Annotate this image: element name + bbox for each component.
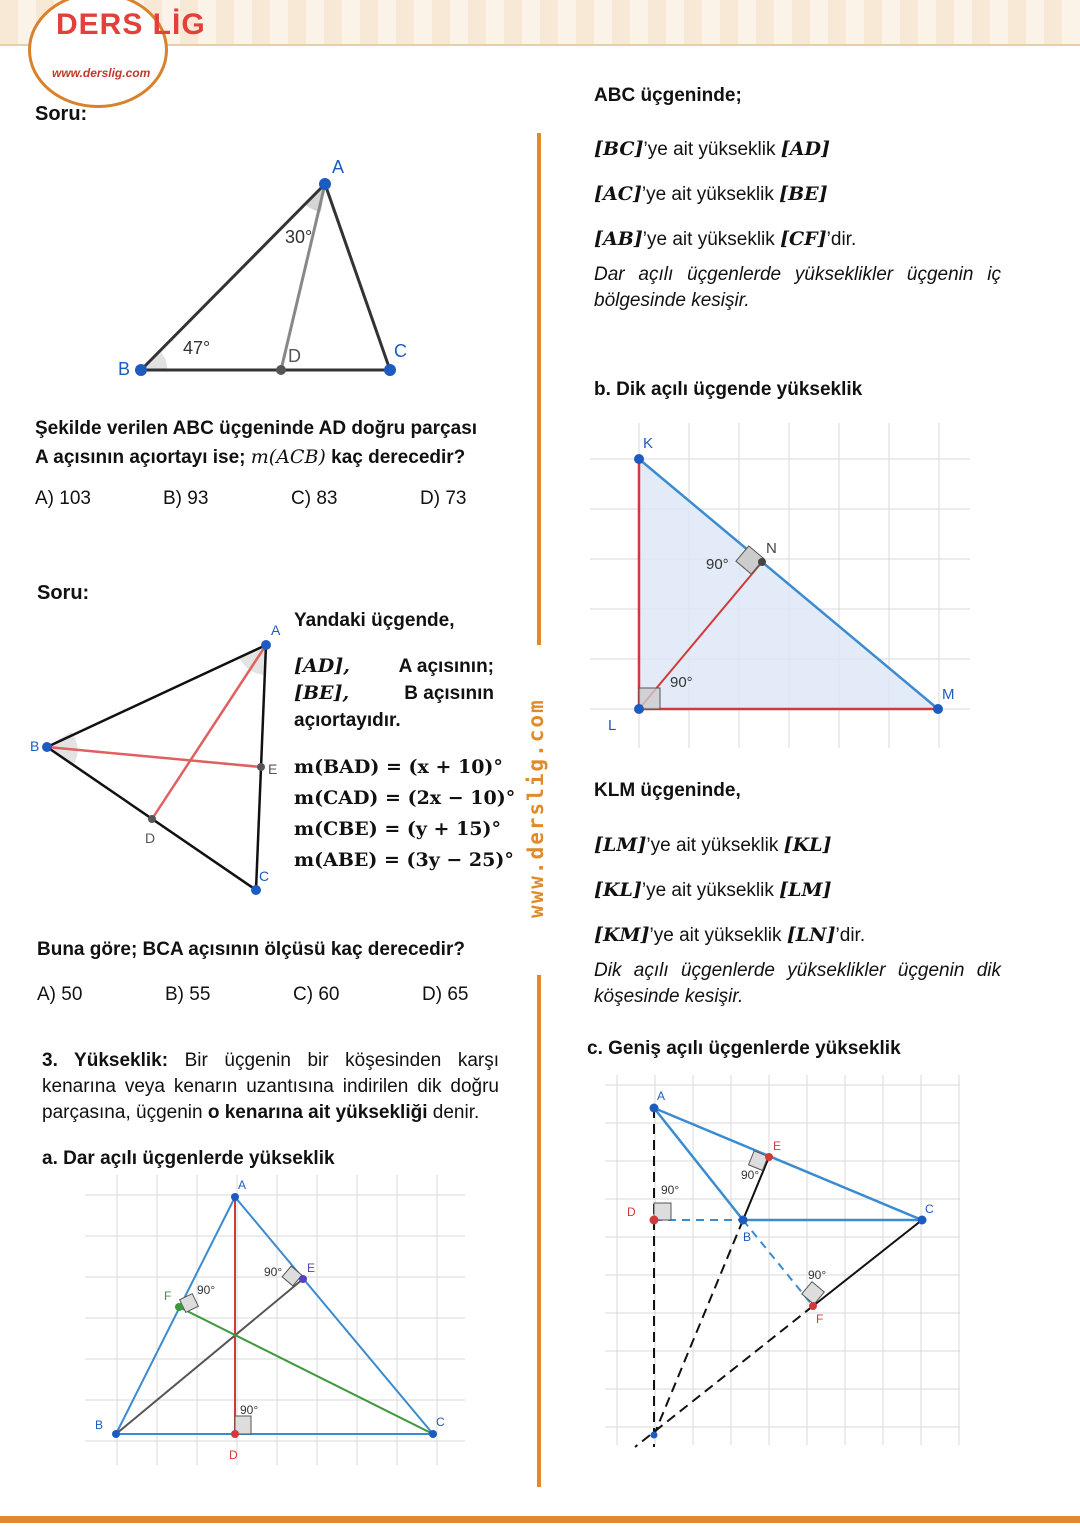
q1-angle-a-value: 30° xyxy=(285,227,313,247)
fig-b-point-n xyxy=(758,558,766,566)
q2-line2 xyxy=(294,680,494,707)
q2-line1-math: [AD], xyxy=(294,655,350,677)
klm-line-3-text: ’ye ait yükseklik xyxy=(649,925,787,946)
q2-option-c[interactable]: C) 60 xyxy=(293,984,340,1005)
fig-c-side-ac xyxy=(654,1108,922,1220)
q2-label-b: B xyxy=(30,738,40,754)
fig-c-label-a: A xyxy=(657,1089,666,1103)
fig-a-side-ac xyxy=(235,1197,433,1434)
q2-option-b[interactable]: B) 55 xyxy=(165,984,211,1005)
fig-b-point-k xyxy=(634,454,644,464)
klm-title: KLM üçgeninde, xyxy=(594,780,741,801)
q1-side-ac xyxy=(325,184,390,370)
abc-line-3-end: ’dir. xyxy=(826,229,857,250)
abc-line-2-text: ’ye ait yükseklik xyxy=(641,184,780,205)
abc-line-2-altitude: [BE] xyxy=(779,183,828,205)
q2-equations xyxy=(294,752,515,876)
logo-url: www.derslig.com xyxy=(52,66,151,80)
q1-label-a: A xyxy=(332,157,345,177)
klm-line-3 xyxy=(594,913,865,958)
fig-c-label-f: F xyxy=(816,1312,824,1326)
fig-b-label-n: N xyxy=(766,540,777,557)
fig-c-label-b: B xyxy=(743,1230,752,1244)
fig-c-label-e: E xyxy=(773,1139,782,1153)
fig-c-point-d xyxy=(650,1216,659,1225)
fig-c-point-e xyxy=(765,1153,773,1161)
fig-c-point-f xyxy=(809,1302,817,1310)
q1-label-c: C xyxy=(394,341,407,361)
abc-line-2 xyxy=(594,172,856,217)
fig-b-label-k: K xyxy=(643,435,654,452)
q2-point-c xyxy=(251,885,261,895)
q1-point-b xyxy=(135,364,147,376)
q2-eq3: m(CBE) = (y + 15)° xyxy=(294,818,502,840)
fig-a-angle-e: 90° xyxy=(264,1265,283,1279)
section3-heading: 3. Yükseklik: xyxy=(42,1050,169,1071)
q2-triangle-figure xyxy=(25,620,295,905)
q2-line3: açıortayıdır. xyxy=(294,710,401,731)
abc-line-3-text: ’ye ait yükseklik xyxy=(642,229,781,250)
sub-c-heading: c. Geniş açılı üçgenlerde yükseklik xyxy=(587,1038,901,1059)
q1-side-ab xyxy=(141,184,325,370)
q1-point-a xyxy=(319,178,331,190)
fig-c-angle-d: 90° xyxy=(661,1183,680,1197)
logo-text: DERS LİG xyxy=(56,8,206,41)
fig-c-label-d: D xyxy=(627,1205,636,1219)
q1-question-math: m(ACB) xyxy=(250,446,326,468)
klm-line-1 xyxy=(594,823,865,868)
q2-bisector-statement xyxy=(294,653,494,734)
q1-option-d[interactable]: D) 73 xyxy=(420,488,467,509)
klm-line-3-end: ’dir. xyxy=(835,925,866,946)
fig-c-grid xyxy=(605,1075,960,1445)
klm-line-3-side: [KM] xyxy=(594,924,650,946)
sub-a-heading: a. Dar açılı üçgenlerde yükseklik xyxy=(42,1148,335,1169)
column-divider-top xyxy=(537,133,541,645)
klm-line-2-altitude: [LM] xyxy=(779,879,832,901)
klm-line-1-side: [LM] xyxy=(594,834,647,856)
bottom-rule xyxy=(0,1516,1080,1523)
q1-question-line2-post: kaç derecedir? xyxy=(325,447,466,468)
klm-line-3-altitude: [LN] xyxy=(786,924,836,946)
klm-note: Dik açılı üçgenlerde yükseklikler üçgenin dik köşesinde kesişir. xyxy=(594,960,1001,1007)
fig-c-angle-e: 90° xyxy=(741,1168,760,1182)
q1-triangle-figure xyxy=(100,150,430,390)
fig-c-altitude-be-extension xyxy=(654,1220,743,1435)
fig-a-altitude-be xyxy=(116,1279,303,1434)
q2-line2-math: [BE], xyxy=(294,682,350,704)
q2-question: Buna göre; BCA açısının ölçüsü kaç derecedir? xyxy=(37,939,465,960)
column-divider-bottom xyxy=(537,975,541,1487)
section3-definition xyxy=(42,1048,499,1126)
q2-eq1: m(BAD) = (x + 10)° xyxy=(294,756,503,778)
q2-option-a[interactable]: A) 50 xyxy=(37,984,83,1005)
abc-line-3-altitude: [CF] xyxy=(780,228,827,250)
q2-point-d xyxy=(148,815,156,823)
klm-altitude-list xyxy=(594,823,865,958)
q2-option-d[interactable]: D) 65 xyxy=(422,984,469,1005)
abc-altitude-list xyxy=(594,127,856,262)
section3-text-bold: o kenarına ait yüksekliği xyxy=(207,1102,428,1123)
fig-c-label-c: C xyxy=(925,1202,934,1216)
vertical-url xyxy=(516,690,562,920)
q2-label-d: D xyxy=(145,830,156,846)
fig-b-point-m xyxy=(933,704,943,714)
q1-label-d: D xyxy=(288,346,301,366)
fig-a-side-ab xyxy=(116,1197,235,1434)
q2-line2-text: B açısının xyxy=(404,683,494,704)
acute-altitudes-figure xyxy=(85,1175,465,1465)
fig-b-angle-n: 90° xyxy=(706,556,729,573)
klm-line-1-text: ’ye ait yükseklik xyxy=(646,835,784,856)
q2-intro: Yandaki üçgende, xyxy=(294,610,455,631)
abc-line-1 xyxy=(594,127,856,172)
q1-label: Soru: xyxy=(35,103,88,125)
fig-a-label-d: D xyxy=(229,1448,238,1462)
fig-b-label-l: L xyxy=(608,717,617,734)
fig-b-label-m: M xyxy=(942,686,955,703)
vertical-url-text: www.derslig.com xyxy=(524,698,548,918)
fig-c-altitude-cf xyxy=(813,1220,922,1306)
fig-a-angle-f: 90° xyxy=(197,1283,216,1297)
fig-c-point-c xyxy=(918,1216,927,1225)
q1-label-b: B xyxy=(118,359,131,379)
q1-question-line1: Şekilde verilen ABC üçgeninde AD doğru parçası xyxy=(35,418,478,439)
fig-a-angle-d: 90° xyxy=(240,1403,259,1417)
q2-point-a xyxy=(261,640,271,650)
fig-a-point-f xyxy=(175,1303,183,1311)
q1-option-a[interactable]: A) 103 xyxy=(35,488,91,509)
q2-line1 xyxy=(294,653,494,680)
q1-question xyxy=(35,415,515,472)
fig-a-label-e: E xyxy=(307,1261,316,1275)
q2-bisector-be xyxy=(47,747,261,767)
q2-point-b xyxy=(42,742,52,752)
q1-angle-b-value: 47° xyxy=(183,338,211,358)
fig-a-altitude-cf xyxy=(179,1307,433,1434)
fig-c-point-a xyxy=(650,1104,659,1113)
abc-line-1-side: [BC] xyxy=(594,138,644,160)
q1-bisector-ad xyxy=(281,184,325,370)
klm-line-2-text: ’ye ait yükseklik xyxy=(641,880,780,901)
abc-line-2-side: [AC] xyxy=(594,183,642,205)
fig-c-altitude-cf-extension xyxy=(635,1306,813,1447)
fig-a-point-c xyxy=(429,1430,437,1438)
abc-line-1-altitude: [AD] xyxy=(780,138,830,160)
q2-label: Soru: xyxy=(37,582,90,604)
fig-b-point-l xyxy=(634,704,644,714)
q1-question-line2 xyxy=(35,443,515,472)
fig-a-label-f: F xyxy=(164,1289,172,1303)
section3-text-part2: denir. xyxy=(427,1102,480,1123)
fig-a-point-d xyxy=(231,1430,239,1438)
fig-c-orthocenter xyxy=(651,1432,658,1439)
abc-title: ABC üçgeninde; xyxy=(594,85,742,106)
klm-line-2-side: [KL] xyxy=(594,879,642,901)
fig-c-angle-f: 90° xyxy=(808,1268,827,1282)
fig-a-point-a xyxy=(231,1193,239,1201)
q2-line1-text: A açısının; xyxy=(398,656,494,677)
fig-a-label-b: B xyxy=(95,1418,104,1432)
fig-a-label-a: A xyxy=(238,1178,247,1192)
q2-eq4: m(ABE) = (3y − 25)° xyxy=(294,849,514,871)
sub-b-heading: b. Dik açılı üçgende yükseklik xyxy=(594,379,863,400)
q1-question-line2-pre: A açısının açıortayı ise; xyxy=(35,447,251,468)
fig-a-label-c: C xyxy=(436,1415,445,1429)
abc-note: Dar açılı üçgenlerde yükseklikler üçgenin iç bölgesinde kesişir. xyxy=(594,264,1001,311)
q1-option-b[interactable]: B) 93 xyxy=(163,488,209,509)
q2-point-e xyxy=(257,763,265,771)
q2-label-e: E xyxy=(268,761,278,777)
fig-c-point-b xyxy=(739,1216,748,1225)
obtuse-altitudes-figure xyxy=(605,1075,965,1450)
klm-line-1-altitude: [KL] xyxy=(783,834,832,856)
fig-b-angle-l: 90° xyxy=(670,674,693,691)
fig-a-point-e xyxy=(299,1275,307,1283)
fig-a-point-b xyxy=(112,1430,120,1438)
klm-line-2 xyxy=(594,868,865,913)
abc-line-3-side: [AB] xyxy=(594,228,643,250)
q1-option-c[interactable]: C) 83 xyxy=(291,488,338,509)
q1-point-c xyxy=(384,364,396,376)
q2-label-a: A xyxy=(271,622,281,638)
section3-text-part1: Bir üçgenin bir köşesinden karşı kenarına veya kenarın uzantısına indirilen dik doğru parçasına, üçgenin xyxy=(42,1050,499,1123)
q2-label-c: C xyxy=(259,868,270,884)
abc-line-1-text: ’ye ait yükseklik xyxy=(643,139,781,160)
q1-point-d xyxy=(276,365,286,375)
abc-line-3 xyxy=(594,217,856,262)
right-triangle-altitude-figure xyxy=(590,423,970,748)
q2-eq2: m(CAD) = (2x − 10)° xyxy=(294,787,516,809)
